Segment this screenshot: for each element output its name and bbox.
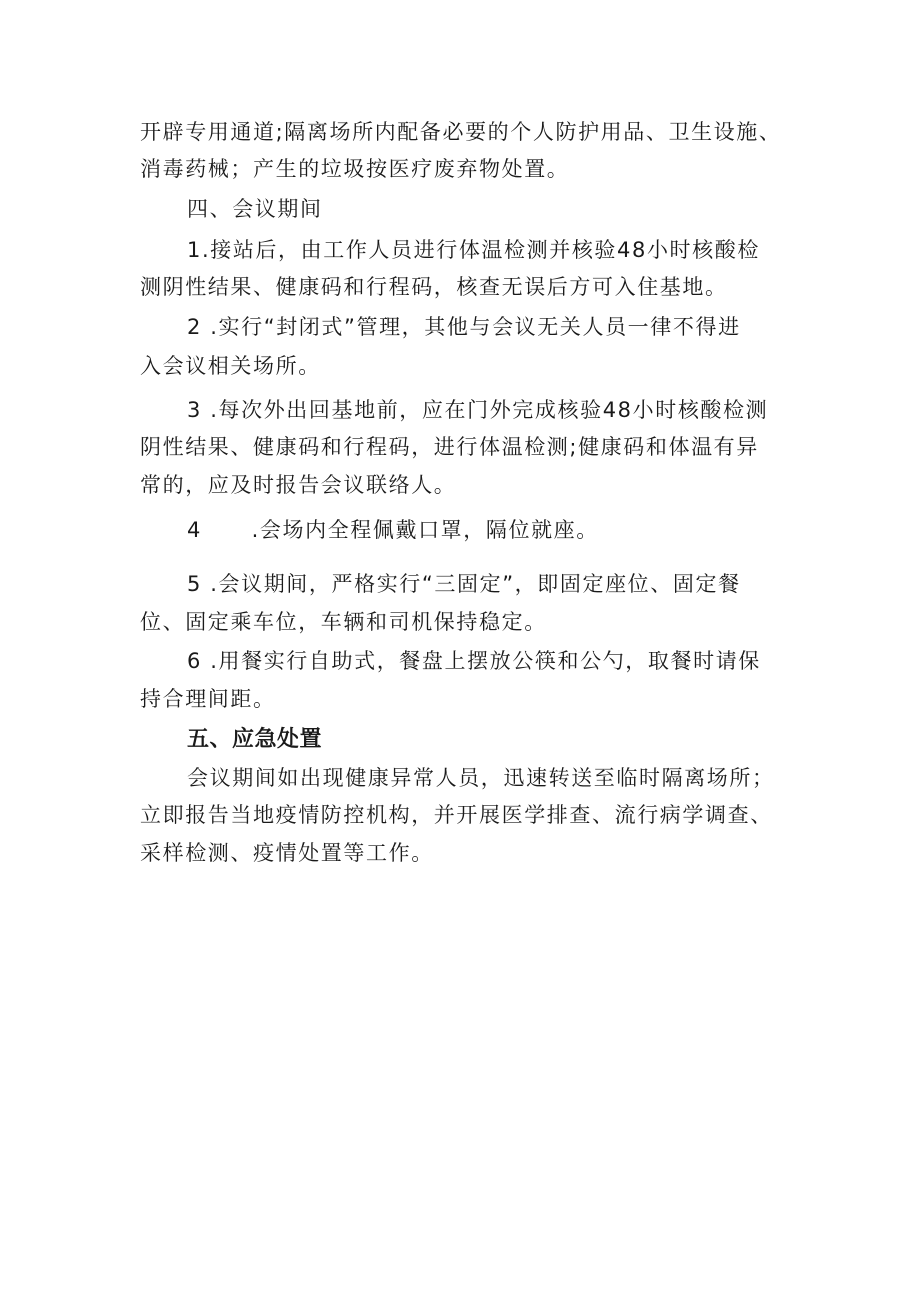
paragraph-line: 消毒药械；产生的垃圾按医疗废弃物处置。 <box>140 157 570 181</box>
paragraph-line: 会议期间如出现健康异常人员，迅速转送至临时隔离场所； <box>187 766 775 790</box>
list-item-line: 1.接站后，由工作人员进行体温检测并核验48小时核酸检 <box>187 238 760 262</box>
paragraph-line: 立即报告当地疫情防控机构，并开展医学排查、流行病学调查、 <box>140 803 773 827</box>
list-item-line: 5 .会议期间，严格实行“三固定”，即固定座位、固定餐 <box>187 572 741 596</box>
list-item-line: 测阴性结果、健康码和行程码，核查无误后方可入住基地。 <box>140 275 728 299</box>
list-item-line: 常的，应及时报告会议联络人。 <box>140 473 457 497</box>
section-heading: 五、应急处置 <box>187 727 323 752</box>
list-item-line: 2 .实行“封闭式”管理，其他与会议无关人员一律不得进 <box>187 315 741 339</box>
paragraph-line: 采样检测、疫情处置等工作。 <box>140 841 434 865</box>
list-item-line: 持合理间距。 <box>140 687 276 711</box>
list-item-line: 位、固定乘车位，车辆和司机保持稳定。 <box>140 610 547 634</box>
list-item-line: 4 .会场内全程佩戴口罩，隔位就座。 <box>187 518 599 542</box>
list-item-line: 3 .每次外出回基地前，应在门外完成核验48小时核酸检测 <box>187 398 769 422</box>
paragraph-line: 开辟专用通道;隔离场所内配备必要的个人防护用品、卫生设施、 <box>140 120 782 144</box>
section-heading: 四、会议期间 <box>187 197 323 221</box>
list-item-line: 入会议相关场所。 <box>140 354 321 378</box>
list-item-line: 6 .用餐实行自助式，餐盘上摆放公筷和公勺，取餐时请保 <box>187 649 761 673</box>
list-item-line: 阴性结果、健康码和行程码，进行体温检测;健康码和体温有异 <box>140 435 759 459</box>
